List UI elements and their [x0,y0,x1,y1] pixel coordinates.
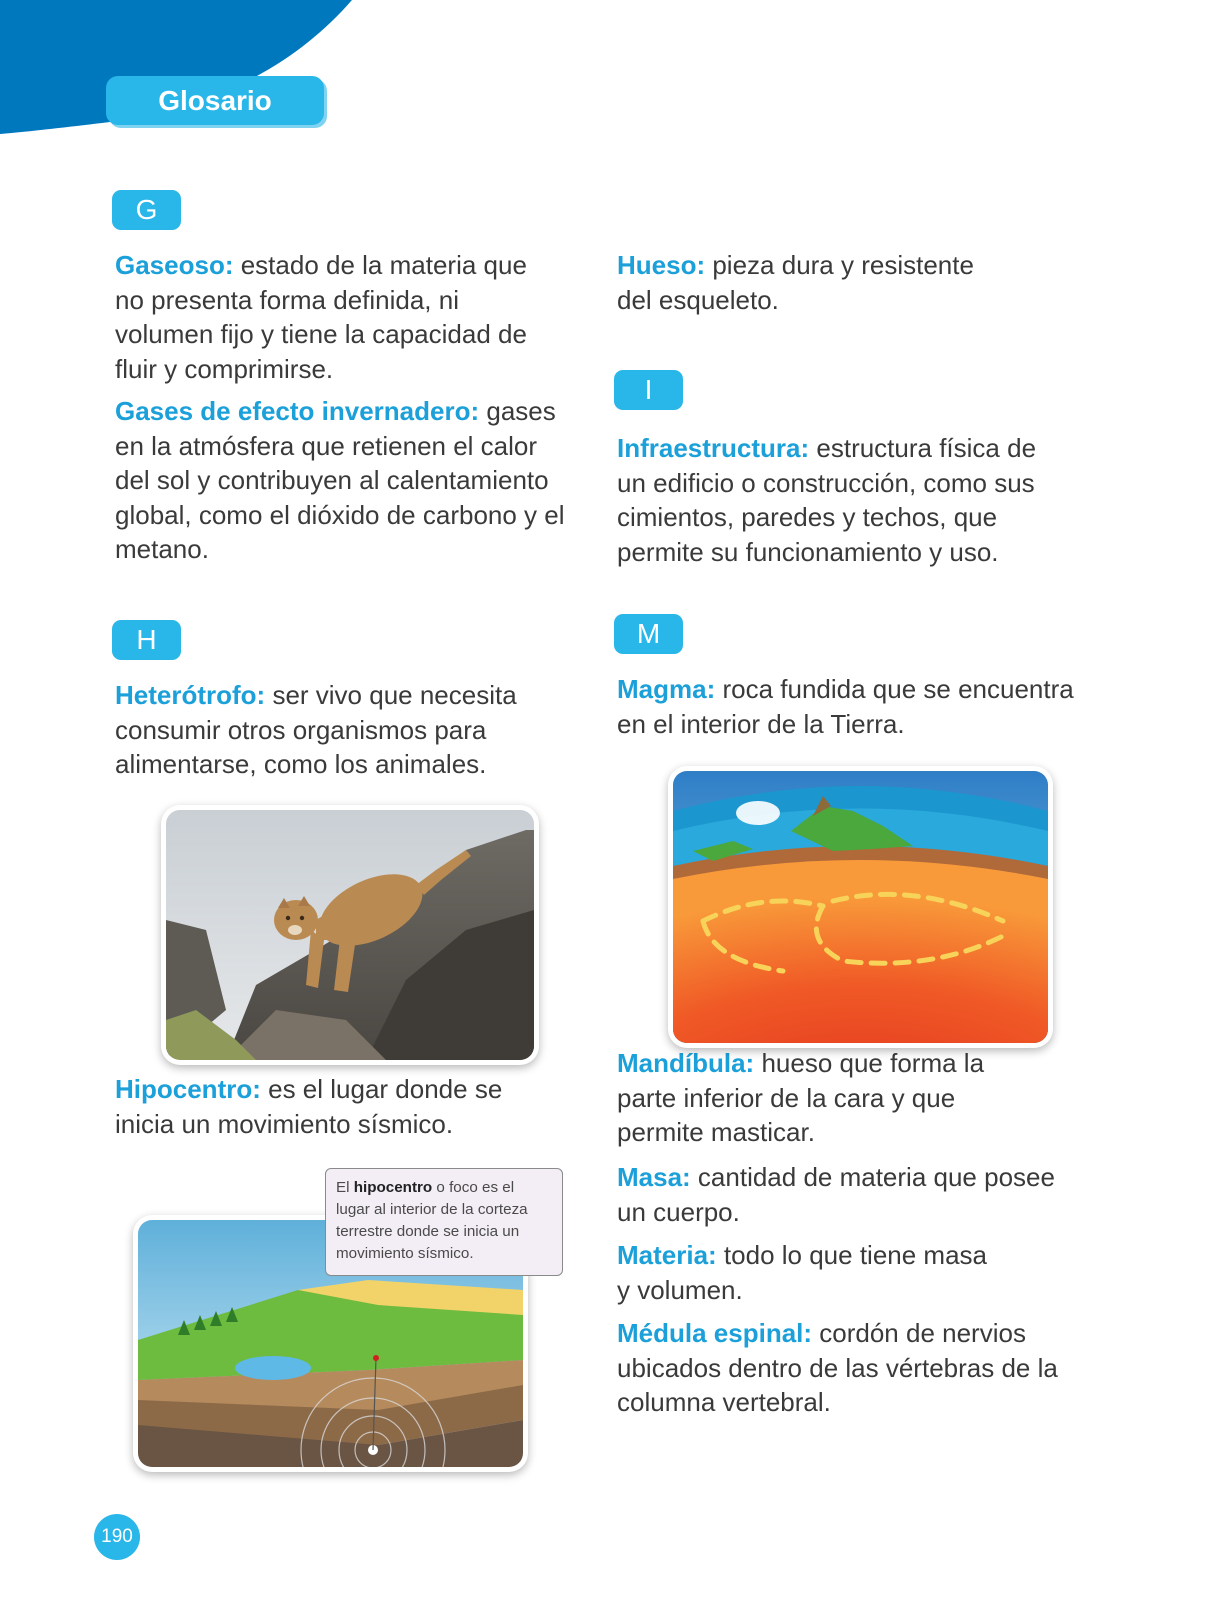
entry-term: Masa: [617,1162,691,1192]
entry-definition: pieza dura y resistente del esqueleto. [617,250,974,315]
callout-text-pre: El [336,1179,354,1196]
callout-text-bold: hipocentro [353,1179,433,1196]
entry-gaseoso [115,248,555,386]
entry-definition: todo lo que tiene masa y volumen. [617,1240,987,1305]
entry-term: Magma: [617,674,716,704]
entry-term: Hueso: [617,250,706,280]
entry-infraestructura [617,431,1042,569]
glossary-title: Glosario [106,76,324,125]
entry-mandibula [617,1046,1002,1150]
entry-heterotrofo [115,678,535,782]
entry-term: Materia: [617,1240,717,1270]
section-letter-h: H [112,620,181,660]
section-letter-m: M [614,614,683,654]
entry-definition: es el lugar donde se inicia un movimiento sísmico. [115,1074,503,1139]
section-letter-g: G [112,190,181,230]
entry-definition: estructura física de un edificio o construcción, como sus cimientos, paredes y techos, que permite su funcionamiento y uso. [617,433,1037,567]
entry-definition: ser vivo que necesita consumir otros organismos para alimentarse, como los animales. [115,680,517,779]
entry-term: Infraestructura: [617,433,810,463]
entry-definition: roca fundida que se encuentra en el interior de la Tierra. [617,674,1074,739]
entry-term: Gaseoso: [115,250,234,280]
entry-definition: estado de la materia que no presenta forma definida, ni volumen fijo y tiene la capacidad de fluir y comprimirse. [115,250,527,384]
entry-gases-efecto-invernadero [115,394,577,567]
earth-magma-illustration [673,771,1048,1043]
entry-materia [617,1238,1007,1307]
entry-term: Heterótrofo: [115,680,266,710]
puma-photo [166,810,534,1060]
entry-definition: cantidad de materia que posee un cuerpo. [617,1162,1055,1227]
page-number: 190 [94,1514,140,1560]
entry-definition: cordón de nervios ubicados dentro de las vértebras de la columna vertebral. [617,1318,1058,1417]
entry-term: Hipocentro: [115,1074,261,1104]
entry-magma [617,672,1087,741]
entry-hueso [617,248,977,317]
entry-term: Gases de efecto invernadero: [115,396,480,426]
entry-masa [617,1160,1077,1229]
section-letter-i: I [614,370,683,410]
callout-text-post: o foco es el lugar al interior de la corteza terrestre donde se inicia un movimiento sísmico. [336,1179,528,1262]
entry-medula-espinal [617,1316,1072,1420]
entry-definition: hueso que forma la parte inferior de la cara y que permite masticar. [617,1048,985,1147]
hypocenter-callout [325,1168,563,1276]
entry-term: Médula espinal: [617,1318,813,1348]
entry-term: Mandíbula: [617,1048,755,1078]
entry-definition: gases en la atmósfera que retienen el calor del sol y contribuyen al calentamiento global, como el dióxido de carbono y el metano. [115,396,565,564]
entry-hipocentro [115,1072,515,1141]
